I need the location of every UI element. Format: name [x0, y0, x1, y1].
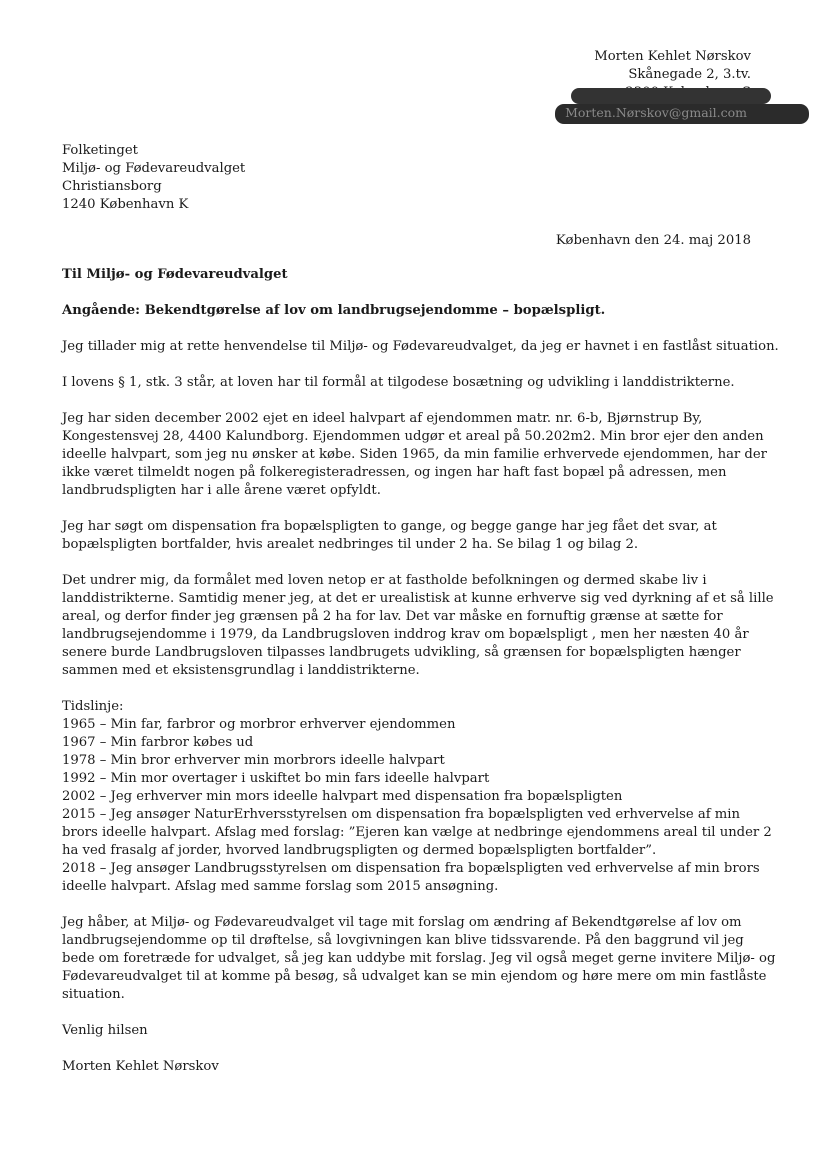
paragraph-line: landbrugsejendomme i 1979, da Landbrugsloven inddrog krav om bopælspligt , men her næsten 40 år [62, 627, 749, 642]
paragraph-line: ideelle halvpart, som jeg nu ønsker at købe. Siden 1965, da min familie erhvervede ejendommen, har der [62, 447, 767, 462]
subject-line: Angående: Bekendtgørelse af lov om landbrugsejendomme – bopælspligt. [62, 303, 606, 318]
paragraph-line: Jeg håber, at Miljø- og Fødevareudvalget vil tage mit forslag om ændring af Bekendtgørelse af lov om [62, 915, 742, 930]
paragraph-line: areal, og derfor finder jeg grænsen på 2 ha for lav. Det var måske en fornuftig grænse at sætte for [62, 609, 723, 624]
timeline-heading: Tidslinje: [62, 699, 124, 714]
date-line: København den 24. maj 2018 [555, 233, 751, 248]
sender-email: Morten.Nørskov@gmail.com [565, 105, 747, 120]
recipient-line-4: 1240 København K [62, 197, 189, 212]
timeline-entry: brors ideelle halvpart. Afslag med forslag: ”Ejeren kan vælge at nedbringe ejendommens areal til under 2 [62, 825, 772, 840]
timeline-entry: 1967 – Min farbror købes ud [62, 735, 254, 750]
paragraph-4 [62, 518, 762, 554]
recipient-line-1: Folketinget [62, 143, 138, 158]
recipient-line-2: Miljø- og Fødevareudvalget [62, 161, 246, 176]
sender-street: Skånegade 2, 3.tv. [628, 67, 751, 82]
paragraph-line: situation. [62, 987, 125, 1002]
recipient-line-3: Christiansborg [62, 179, 162, 194]
paragraph-line: Fødevareudvalget til at komme på besøg, så udvalget kan se min ejendom og høre mere om min fastlåste [62, 969, 767, 984]
paragraph-2 [62, 374, 762, 392]
paragraph-1 [62, 338, 779, 356]
paragraph-line: Jeg tillader mig at rette henvendelse til Miljø- og Fødevareudvalget, da jeg er havnet i en fastlåst situation. [62, 339, 779, 354]
timeline-entry: 2002 – Jeg erhverver min mors ideelle halvpart med dispensation fra bopælspligten [62, 789, 623, 804]
paragraph-line: bopælspligten bortfalder, hvis arealet nedbringes til under 2 ha. Se bilag 1 og bilag 2. [62, 537, 639, 552]
paragraph-line: ikke været tilmeldt nogen på folkeregisteradressen, og ingen har haft fast bopæl på adressen, men [62, 465, 727, 480]
paragraph-line: sammen med et eksistensgrundlag i landdistrikterne. [62, 663, 420, 678]
recipient-address-block [62, 142, 245, 214]
timeline-entry: 1992 – Min mor overtager i uskiftet bo min fars ideelle halvpart [62, 771, 490, 786]
timeline-entry: 1978 – Min bror erhverver min morbrors ideelle halvpart [62, 753, 445, 768]
timeline-entry: ha ved frasalg af jorder, hvorved landbrugspligten og dermed bopælspligten bortfalder”. [62, 843, 657, 858]
paragraph-line: landbrugsejendomme op til drøftelse, så lovgivningen kan blive tidssvarende. På den baggrund vil jeg [62, 933, 744, 948]
paragraph-line: bede om foretræde for udvalget, så jeg kan uddybe mit forslag. Jeg vil også meget gerne invitere Miljø- og [62, 951, 776, 966]
sender-name: Morten Kehlet Nørskov [594, 49, 751, 64]
redaction-mark-upper [571, 88, 771, 104]
timeline-entry: 2018 – Jeg ansøger Landbrugsstyrelsen om dispensation fra bopælspligten ved erhvervelse af min brors [62, 861, 760, 876]
redacted-email [565, 104, 751, 123]
paragraph-line: Jeg har søgt om dispensation fra bopælspligten to gange, og begge gange har jeg fået det svar, at [62, 519, 717, 534]
paragraph-line: Kongestensvej 28, 4400 Kalundborg. Ejendommen udgør et areal på 50.202m2. Min bror ejer den anden [62, 429, 764, 444]
paragraph-3 [62, 410, 767, 500]
paragraph-line: I lovens § 1, stk. 3 står, at loven har til formål at tilgodese bosætning og udvikling i landdistrikterne. [62, 375, 735, 390]
salutation: Til Miljø- og Fødevareudvalget [62, 267, 288, 282]
timeline-entry: 2015 – Jeg ansøger NaturErhversstyrelsen om dispensation fra bopælspligten ved erhvervelse af min [62, 807, 740, 822]
paragraph-6 [62, 914, 776, 1004]
letter-body [62, 266, 779, 1076]
paragraph-line: senere burde Landbrugsloven tilpasses landbrugets udvikling, så grænsen for bopælspligten hænger [62, 645, 741, 660]
paragraph-line: Jeg har siden december 2002 ejet en ideel halvpart af ejendommen matr. nr. 6-b, Bjørnstrup By, [62, 411, 703, 426]
paragraph-line: Det undrer mig, da formålet med loven netop er at fastholde befolkningen og dermed skabe liv i [62, 573, 707, 588]
paragraph-line: landbrudspligten har i alle årene været opfyldt. [62, 483, 381, 498]
sender-address-block [451, 48, 751, 123]
paragraph-5 [62, 572, 774, 680]
signature: Morten Kehlet Nørskov [62, 1059, 219, 1074]
closing: Venlig hilsen [62, 1023, 148, 1038]
timeline-entry: 1965 – Min far, farbror og morbror erhverver ejendommen [62, 717, 456, 732]
paragraph-line: landdistrikterne. Samtidig mener jeg, at det er urealistisk at kunne erhverve sig ved dyrkning af et så lille [62, 591, 774, 606]
timeline [62, 698, 772, 896]
timeline-entry: ideelle halvpart. Afslag med samme forslag som 2015 ansøgning. [62, 879, 499, 894]
